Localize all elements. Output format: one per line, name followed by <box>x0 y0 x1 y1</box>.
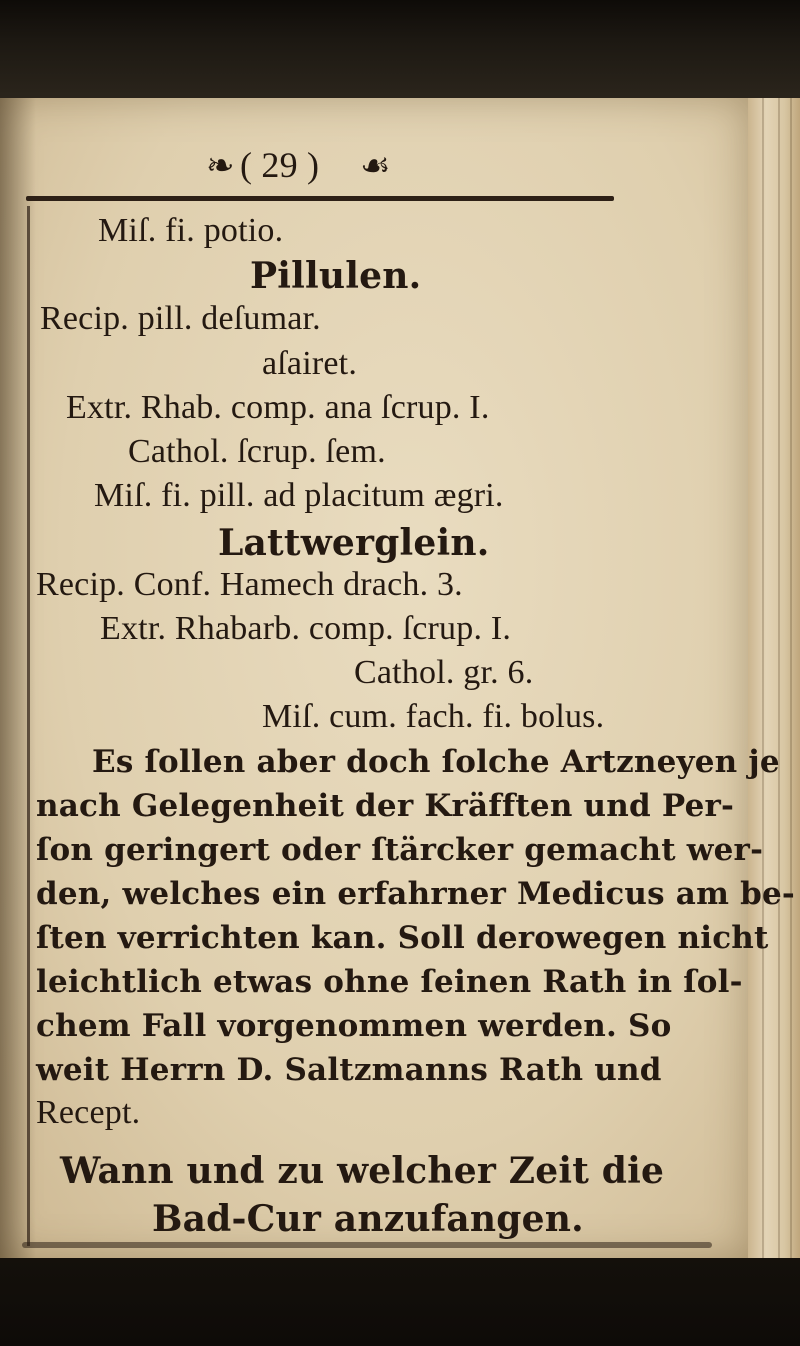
text-line: Recip. Conf. Hamech drach. 3. <box>36 566 463 603</box>
text-line: Es ſollen aber doch ſolche Artzneyen je <box>92 744 780 780</box>
left-ornament-icon: ❧ <box>206 146 235 186</box>
text-line: Cathol. gr. 6. <box>354 654 534 691</box>
text-line: ſon geringert oder ſtärcker gemacht wer- <box>36 832 764 868</box>
text-line: ſten verrichten kan. Soll derowegen nicht <box>36 920 769 956</box>
margin-line <box>27 206 30 1246</box>
text-line: Miſ. cum. fach. fi. bolus. <box>262 698 605 735</box>
section-heading: Wann und zu welcher Zeit die <box>60 1150 665 1192</box>
text-line: Recip. pill. deſumar. <box>40 300 321 337</box>
page-number: ( 29 ) <box>240 145 320 185</box>
text-line: Recept. <box>36 1094 141 1131</box>
text-line: chem Fall vorgenommen werden. So <box>36 1008 672 1044</box>
text-line: Cathol. ſcrup. ſem. <box>128 433 386 470</box>
binding-shadow <box>0 98 36 1258</box>
page-edge-stack <box>748 98 800 1258</box>
text-line: aſairet. <box>262 345 358 382</box>
text-line: Extr. Rhabarb. comp. ſcrup. I. <box>100 610 512 647</box>
right-ornament-icon: ☙ <box>360 146 391 186</box>
text-line: weit Herrn D. Saltzmanns Rath und <box>36 1052 662 1088</box>
text-line: Miſ. fi. pill. ad placitum ægri. <box>94 477 504 514</box>
section-heading: Bad-Cur anzufangen. <box>152 1198 584 1240</box>
section-heading: Lattwerglein. <box>218 522 490 564</box>
text-line: den, welches ein erfahrner Medicus am be- <box>36 876 795 912</box>
section-heading: Pillulen. <box>250 255 422 297</box>
header-rule <box>26 196 614 201</box>
text-line: Extr. Rhab. comp. ana ſcrup. I. <box>66 389 490 426</box>
text-line: nach Gelegenheit der Kräfften und Per- <box>36 788 735 824</box>
text-line: leichtlich etwas ohne ſeinen Rath in ſol- <box>36 964 743 1000</box>
page-bottom-edge <box>22 1242 712 1248</box>
text-line: Miſ. fi. potio. <box>98 212 284 249</box>
